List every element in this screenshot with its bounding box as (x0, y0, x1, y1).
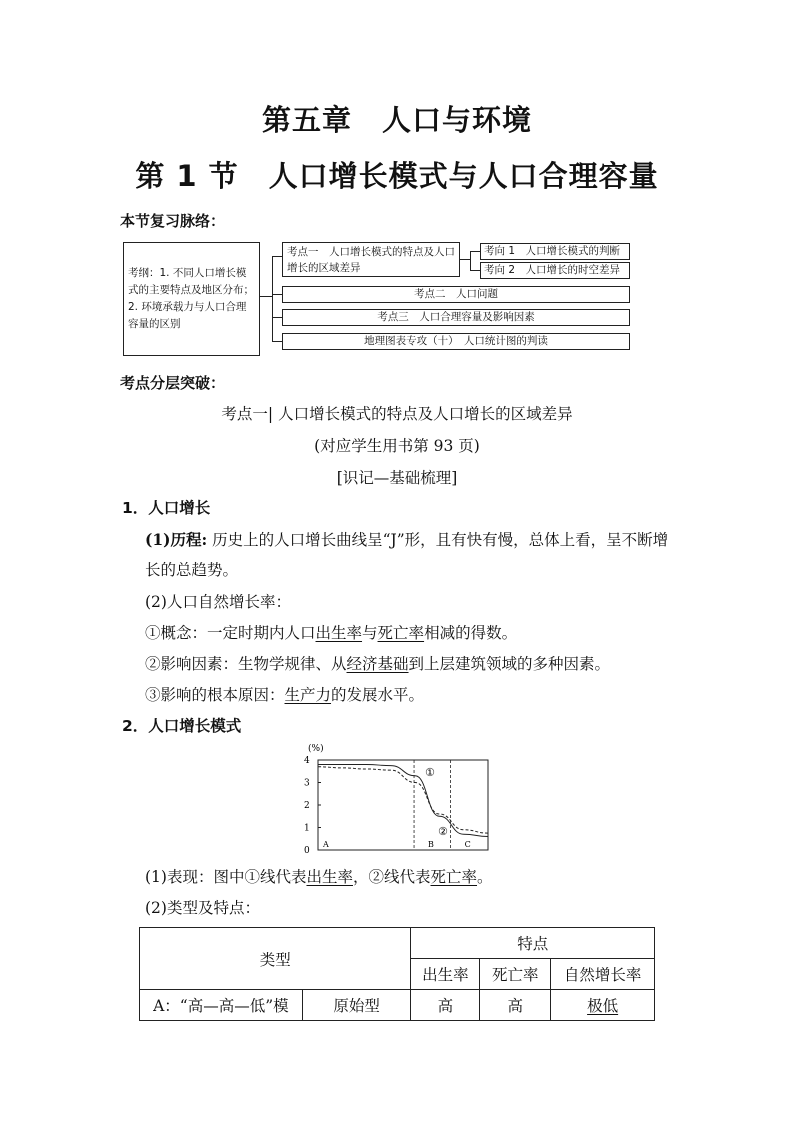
connector (460, 259, 470, 260)
series-line (318, 767, 488, 833)
connector (260, 296, 272, 297)
mindmap-outline: 考纲：1. 不同人口增长模式的主要特点及地区分布；2. 环境承载力与人口合理容量的区别 (123, 242, 260, 356)
connector (272, 256, 282, 257)
factors-line (145, 653, 610, 675)
population-growth-chart (298, 742, 498, 856)
explanation-line (145, 866, 493, 888)
section-title: 第 1 节 人口增长模式与人口合理容量 (135, 159, 659, 193)
row-death-rate: 高 (480, 990, 551, 1021)
mindmap-direction-2: 考向 2 人口增长的时空差异 (480, 262, 630, 279)
connector (470, 270, 480, 271)
productivity-answer: 生产力 (284, 686, 332, 704)
y-tick-label: 2 (304, 801, 310, 811)
header-natural-rate: 自然增长率 (551, 959, 655, 990)
concept-text: 相减的得数。 (424, 624, 518, 642)
history-text-cont: 长的总趋势。 (145, 561, 239, 579)
connector (272, 341, 282, 342)
memory-label: [识记—基础梳理] (336, 469, 458, 487)
y-tick-label: 1 (304, 823, 310, 834)
connector (272, 294, 282, 295)
concept-line (145, 622, 517, 644)
natural-rate-title: (2)人口自然增长率： (145, 593, 291, 611)
connector (470, 251, 480, 252)
explanation-text: (1)表现：图中①线代表 (145, 868, 307, 886)
mindmap-point-3: 考点三 人口合理容量及影响因素 (282, 309, 630, 326)
root-cause-text: 的发展水平。 (331, 686, 425, 704)
section-1-title: 1．人口增长 (122, 499, 211, 517)
stage-label: B (428, 840, 434, 849)
connector (272, 317, 282, 318)
row-subtype: 原始型 (302, 990, 411, 1021)
growth-model-table (139, 927, 655, 1021)
explanation-text: 。 (477, 868, 493, 886)
mindmap-point-2: 考点二 人口问题 (282, 286, 630, 303)
factors-text: 到上层建筑领域的多种因素。 (408, 655, 611, 673)
connector (272, 256, 273, 342)
natural-rate-answer: 极低 (587, 997, 619, 1015)
row-natural-rate (551, 990, 655, 1021)
row-birth-rate: 高 (411, 990, 480, 1021)
root-cause-line (145, 684, 424, 706)
breakdown-label: 考点分层突破： (120, 374, 226, 392)
root-cause-text: ③影响的根本原因： (145, 686, 285, 704)
table-header-row (140, 928, 655, 959)
header-feature: 特点 (411, 928, 655, 959)
history-head: (1)历程: (145, 530, 208, 549)
series-label: ② (438, 825, 448, 838)
stage-label: C (464, 840, 471, 849)
concept-text: 与 (362, 624, 378, 642)
chapter-title: 第五章 人口与环境 (261, 103, 532, 137)
table-row (140, 990, 655, 1021)
section-2-title: 2．人口增长模式 (122, 717, 242, 735)
series-line (318, 765, 488, 837)
mindmap-special-topic: 地理图表专攻（十） 人口统计图的判读 (282, 333, 630, 350)
factors-text: ②影响因素：生物学规律、从 (145, 655, 347, 673)
review-label: 本节复习脉络： (120, 212, 226, 230)
book-reference: (对应学生用书第 93 页) (314, 437, 480, 455)
mindmap-direction-1: 考向 1 人口增长模式的判断 (480, 243, 630, 260)
stage-label: A (323, 840, 329, 849)
death-rate-answer: 死亡率 (377, 624, 425, 642)
connector (470, 251, 471, 270)
header-type: 类型 (140, 928, 411, 990)
row-type: A：“高—高—低”模 (140, 990, 303, 1021)
economic-base-answer: 经济基础 (346, 655, 409, 673)
history-paragraph (145, 529, 668, 551)
y-tick-label: 4 (304, 756, 310, 766)
line1-answer: 出生率 (306, 868, 353, 886)
header-death-rate: 死亡率 (480, 959, 551, 990)
chart-frame (318, 760, 488, 850)
explanation-text: ，②线代表 (352, 868, 431, 886)
birth-rate-answer: 出生率 (315, 624, 363, 642)
point-heading: 考点一| 人口增长模式的特点及人口增长的区域差异 (221, 405, 573, 423)
line2-answer: 死亡率 (430, 868, 478, 886)
y-tick-label: 3 (304, 778, 310, 789)
history-text: 历史上的人口增长曲线呈“J”形，且有快有慢，总体上看，呈不断增 (207, 531, 669, 549)
mindmap-point-1: 考点一 人口增长模式的特点及人口增长的区域差异 (282, 242, 460, 277)
series-label: ① (425, 766, 435, 779)
y-tick-label: 0 (304, 846, 310, 856)
types-title: (2)类型及特点： (145, 899, 260, 917)
y-axis-label: (%) (308, 744, 324, 754)
concept-text: ①概念：一定时期内人口 (145, 624, 316, 642)
header-birth-rate: 出生率 (411, 959, 480, 990)
